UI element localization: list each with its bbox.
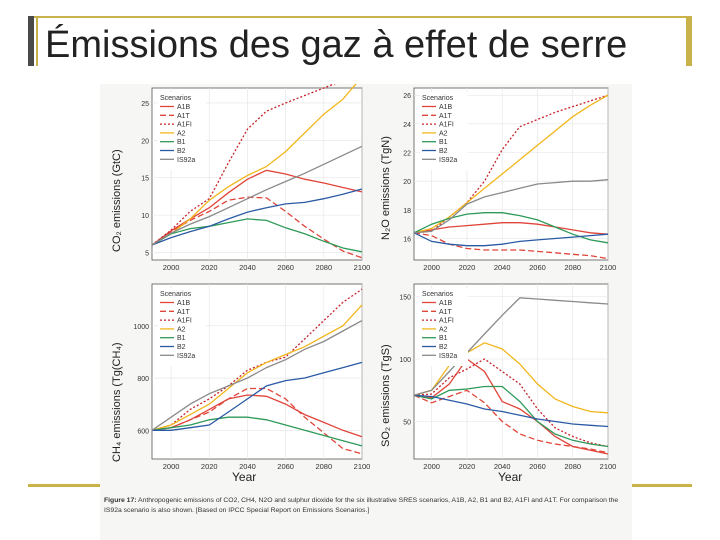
caption-text: Anthropogenic emissions of CO2, CH4, N2O and sulphur dioxide for the six illustrative SRES scenarios, A1B, A2, B1 and B2, A1FI and A1T. For comparison the IS92a scenario is also shown. [Based on IPCC Special Report on Emissions Scenarios.] [104,497,619,514]
legend-entry: IS92a [439,156,458,164]
y-tick-label: 10 [141,213,149,221]
y-tick-label: 50 [403,419,411,427]
xlabel-right: Year [498,470,523,484]
figure-panel [100,84,632,540]
ylabel-so2: SO₂ emissions (TgS) [380,344,392,447]
legend-entry: B2 [177,344,186,351]
x-tick-label: 2060 [277,462,294,471]
figure-caption [104,496,624,516]
legend-entry: B1 [439,139,448,147]
legend-entry: A1B [177,104,191,111]
x-tick-label: 2060 [529,263,546,272]
x-tick-label: 2020 [200,263,218,272]
legend-entry: IS92a [177,156,196,164]
chart-0 [141,84,370,272]
left-accent-line [36,16,38,66]
legend-entry: IS92a [439,352,458,360]
legend-entry: B1 [177,139,186,147]
legend-entry: A1T [177,308,190,316]
y-tick-label: 20 [141,138,149,146]
x-tick-label: 2100 [599,462,617,471]
y-tick-label: 25 [141,100,149,108]
y-tick-label: 24 [403,121,411,129]
x-tick-label: 2060 [277,263,294,272]
right-accent-bar [686,16,692,66]
x-tick-label: 2080 [315,462,333,471]
legend-entry: A1FI [177,121,192,129]
chart-1 [403,88,616,272]
legend-entry: A2 [439,130,448,138]
y-tick-label: 20 [403,179,411,187]
legend-entry: B1 [439,335,448,343]
ylabel-co2: CO₂ emissions (GtC) [111,149,123,252]
x-tick-label: 2020 [458,263,476,272]
legend-title: Scenarios [422,291,454,298]
x-tick-label: 2080 [564,462,582,471]
y-tick-label: 800 [137,376,149,384]
x-tick-label: 2100 [353,263,371,272]
ylabel-ch4: CH₄ emissions (Tg(CH₄) [111,342,123,462]
legend-entry: A1FI [439,121,454,129]
chart-2 [133,284,370,471]
x-tick-label: 2040 [493,263,511,272]
y-tick-label: 22 [403,150,411,158]
x-tick-label: 2000 [423,263,440,272]
y-tick-label: 1000 [133,323,149,331]
legend-entry: B1 [177,335,186,343]
y-tick-label: 18 [403,207,411,215]
legend-entry: A1B [439,104,453,111]
xlabel-left: Year [232,470,257,484]
legend-entry: B2 [439,344,448,351]
x-tick-label: 2080 [315,263,333,272]
legend-entry: A1FI [177,317,192,325]
y-tick-label: 15 [141,175,149,183]
legend-entry: A1T [439,112,452,120]
y-tick-label: 150 [399,294,411,302]
x-tick-label: 2020 [200,462,218,471]
x-tick-label: 2020 [458,462,476,471]
page-title: Émissions des gaz à effet de serre [45,24,628,66]
legend-entry: A1T [439,308,452,316]
y-tick-label: 16 [403,236,411,244]
legend-title: Scenarios [422,95,454,102]
x-tick-label: 2060 [529,462,546,471]
legend-entry: A1B [439,300,453,307]
x-tick-label: 2000 [162,462,180,471]
x-tick-label: 2100 [353,462,371,471]
caption-label: Figure 17: [104,497,137,504]
y-tick-label: 100 [399,357,411,364]
ylabel-n2o: N₂O emissions (TgN) [380,136,392,240]
emissions-charts [100,84,632,494]
legend-entry: A2 [177,130,186,138]
x-tick-label: 2000 [423,462,440,471]
legend-entry: A1FI [439,317,454,325]
legend-entry: IS92a [177,352,196,360]
y-tick-label: 600 [137,428,149,436]
legend-entry: A2 [439,326,448,334]
x-tick-label: 2040 [239,263,256,272]
top-rule [28,16,692,18]
x-tick-label: 2100 [599,263,617,272]
legend-title: Scenarios [160,291,192,298]
x-tick-label: 2080 [564,263,582,272]
legend-entry: A1T [177,112,190,120]
legend-entry: A2 [177,326,186,334]
chart-3 [399,284,616,471]
left-accent-bar [28,16,34,66]
y-tick-label: 5 [145,250,149,258]
legend-entry: B2 [439,148,448,155]
legend-title: Scenarios [160,95,192,102]
legend-entry: A1B [177,300,191,307]
x-tick-label: 2040 [239,462,256,471]
x-tick-label: 2000 [162,263,180,272]
x-tick-label: 2040 [493,462,511,471]
y-tick-label: 26 [403,93,411,101]
legend-entry: B2 [177,148,186,155]
